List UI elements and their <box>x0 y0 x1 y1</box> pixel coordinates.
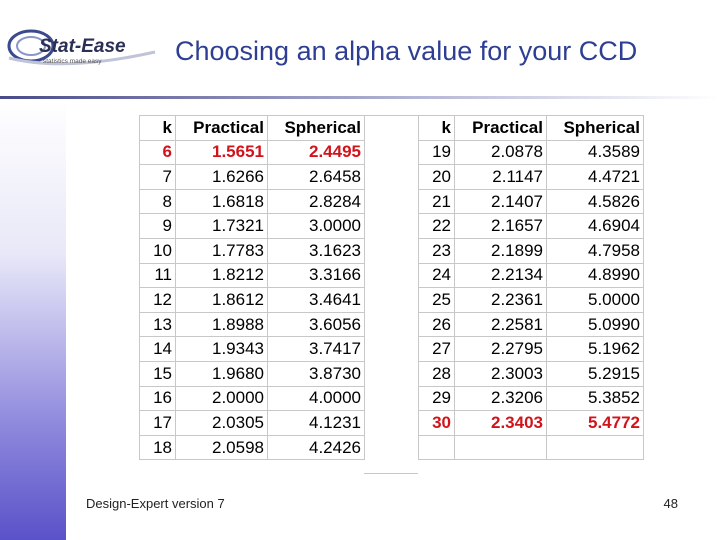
column-header: Spherical <box>268 116 365 141</box>
cell-k: 18 <box>140 435 176 460</box>
cell-k: 9 <box>140 214 176 239</box>
table-row <box>140 214 365 239</box>
footer-text: Design-Expert version 7 <box>86 496 225 511</box>
column-header: Practical <box>455 116 547 141</box>
cell-spherical: 4.8990 <box>547 263 644 288</box>
cell-practical: 2.2134 <box>455 263 547 288</box>
cell-k: 6 <box>140 140 176 165</box>
table-row <box>419 288 644 313</box>
column-header: Practical <box>176 116 268 141</box>
table-row <box>419 140 644 165</box>
column-header: k <box>419 116 455 141</box>
cell-k: 12 <box>140 288 176 313</box>
cell-practical: 1.6266 <box>176 165 268 190</box>
empty-cell <box>547 435 644 460</box>
cell-spherical: 3.6056 <box>268 312 365 337</box>
cell-k: 27 <box>419 337 455 362</box>
cell-practical: 1.7321 <box>176 214 268 239</box>
cell-k: 24 <box>419 263 455 288</box>
cell-spherical: 3.3166 <box>268 263 365 288</box>
cell-k: 16 <box>140 386 176 411</box>
cell-k: 20 <box>419 165 455 190</box>
cell-practical: 2.1147 <box>455 165 547 190</box>
cell-practical: 1.9343 <box>176 337 268 362</box>
cell-spherical: 4.1231 <box>268 411 365 436</box>
cell-k: 30 <box>419 411 455 436</box>
cell-practical: 2.3003 <box>455 361 547 386</box>
alpha-table-right <box>418 115 644 460</box>
empty-cell <box>419 435 455 460</box>
table-row <box>140 288 365 313</box>
table-row <box>140 337 365 362</box>
cell-spherical: 3.0000 <box>268 214 365 239</box>
cell-practical: 2.1657 <box>455 214 547 239</box>
table-row <box>419 165 644 190</box>
cell-k: 17 <box>140 411 176 436</box>
column-header: Spherical <box>547 116 644 141</box>
table-header-row <box>140 116 365 141</box>
table-row <box>140 263 365 288</box>
table-gap <box>364 115 418 474</box>
table-row <box>419 361 644 386</box>
cell-practical: 1.7783 <box>176 238 268 263</box>
cell-k: 25 <box>419 288 455 313</box>
table-row <box>419 214 644 239</box>
cell-practical: 2.1407 <box>455 189 547 214</box>
cell-spherical: 5.0990 <box>547 312 644 337</box>
cell-k: 14 <box>140 337 176 362</box>
cell-practical: 2.2581 <box>455 312 547 337</box>
cell-spherical: 3.1623 <box>268 238 365 263</box>
table-row <box>140 238 365 263</box>
table-header-row <box>419 116 644 141</box>
table-row <box>419 337 644 362</box>
table-row <box>140 361 365 386</box>
table-row <box>140 312 365 337</box>
cell-spherical: 4.3589 <box>547 140 644 165</box>
cell-k: 28 <box>419 361 455 386</box>
cell-spherical: 3.8730 <box>268 361 365 386</box>
logo-wordmark: Stat-Ease <box>39 36 126 57</box>
cell-practical: 1.8988 <box>176 312 268 337</box>
cell-spherical: 5.1962 <box>547 337 644 362</box>
cell-practical: 2.3206 <box>455 386 547 411</box>
cell-practical: 2.0598 <box>176 435 268 460</box>
cell-spherical: 3.4641 <box>268 288 365 313</box>
cell-spherical: 5.3852 <box>547 386 644 411</box>
left-gradient-bar <box>0 100 66 540</box>
cell-practical: 1.8212 <box>176 263 268 288</box>
table-row <box>419 189 644 214</box>
stat-ease-logo <box>5 22 165 78</box>
cell-practical: 2.2795 <box>455 337 547 362</box>
logo-tagline: statistics made easy <box>43 58 102 65</box>
cell-spherical: 2.4495 <box>268 140 365 165</box>
cell-k: 22 <box>419 214 455 239</box>
cell-practical: 1.6818 <box>176 189 268 214</box>
table-row <box>419 312 644 337</box>
empty-cell <box>455 435 547 460</box>
empty-row <box>419 435 644 460</box>
cell-practical: 2.0000 <box>176 386 268 411</box>
cell-spherical: 2.8284 <box>268 189 365 214</box>
cell-practical: 2.1899 <box>455 238 547 263</box>
table-row <box>140 165 365 190</box>
cell-k: 26 <box>419 312 455 337</box>
cell-spherical: 4.0000 <box>268 386 365 411</box>
table-row <box>419 238 644 263</box>
table-row <box>140 411 365 436</box>
cell-k: 15 <box>140 361 176 386</box>
cell-spherical: 2.6458 <box>268 165 365 190</box>
cell-k: 13 <box>140 312 176 337</box>
cell-practical: 1.8612 <box>176 288 268 313</box>
cell-k: 21 <box>419 189 455 214</box>
table-row <box>419 411 644 436</box>
cell-k: 8 <box>140 189 176 214</box>
table-row <box>140 140 365 165</box>
table-row <box>419 386 644 411</box>
cell-k: 7 <box>140 165 176 190</box>
cell-k: 23 <box>419 238 455 263</box>
table-row <box>140 386 365 411</box>
cell-spherical: 5.2915 <box>547 361 644 386</box>
cell-spherical: 4.2426 <box>268 435 365 460</box>
cell-practical: 2.2361 <box>455 288 547 313</box>
alpha-table-left <box>139 115 365 460</box>
cell-practical: 2.3403 <box>455 411 547 436</box>
cell-practical: 2.0878 <box>455 140 547 165</box>
page-number: 48 <box>663 496 678 511</box>
table-row <box>140 435 365 460</box>
table-row <box>140 189 365 214</box>
cell-spherical: 4.7958 <box>547 238 644 263</box>
title-divider <box>0 96 720 99</box>
table-row <box>419 263 644 288</box>
cell-spherical: 4.5826 <box>547 189 644 214</box>
cell-k: 11 <box>140 263 176 288</box>
cell-spherical: 5.4772 <box>547 411 644 436</box>
cell-spherical: 4.4721 <box>547 165 644 190</box>
cell-practical: 1.9680 <box>176 361 268 386</box>
cell-k: 19 <box>419 140 455 165</box>
column-header: k <box>140 116 176 141</box>
cell-spherical: 3.7417 <box>268 337 365 362</box>
cell-k: 29 <box>419 386 455 411</box>
cell-spherical: 5.0000 <box>547 288 644 313</box>
cell-practical: 1.5651 <box>176 140 268 165</box>
cell-spherical: 4.6904 <box>547 214 644 239</box>
slide-title: Choosing an alpha value for your CCD <box>175 36 638 66</box>
cell-practical: 2.0305 <box>176 411 268 436</box>
cell-k: 10 <box>140 238 176 263</box>
